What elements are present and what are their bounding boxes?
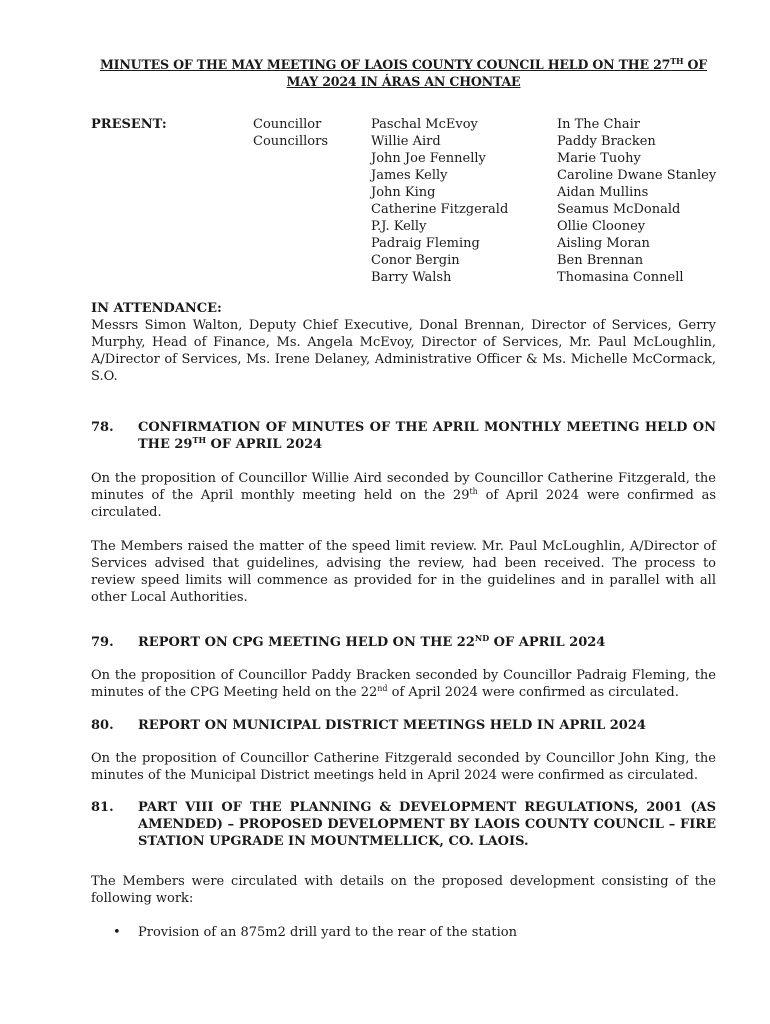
item-81-heading (91, 799, 716, 850)
councillor-name: Barry Walsh (371, 270, 452, 285)
item-number: 79. (91, 635, 114, 650)
councillor-name: Conor Bergin (371, 253, 460, 268)
title-line-2: MAY 2024 IN ÁRAS AN CHONTAE (286, 74, 521, 89)
item-title: REPORT ON CPG MEETING HELD ON THE 22ND OF APRIL 2024 (138, 633, 606, 650)
item-79-heading (91, 634, 716, 651)
councillor-name: John King (371, 185, 436, 200)
councillor-name: Padraig Fleming (371, 236, 480, 251)
councillor-name: Ben Brennan (557, 253, 644, 268)
councillor-name: James Kelly (371, 168, 448, 183)
councillor-name: Marie Tuohy (557, 151, 641, 166)
item-78-paragraph-2: The Members raised the matter of the speed limit review. Mr. Paul McLoughlin, A/Director of Services advised that guidelines, advising the review, had been received. The process to review speed limits will commence as provided for in the guidelines and in parallel with all other Local Authorities. (91, 539, 716, 605)
item-number: 80. (91, 718, 114, 733)
councillor-name: Seamus McDonald (557, 202, 681, 217)
councillor-name: Thomasina Connell (557, 270, 684, 285)
attendance-heading: IN ATTENDANCE: (91, 301, 222, 316)
councillor-name: Caroline Dwane Stanley (557, 168, 717, 183)
item-81-bullet-list (91, 924, 716, 941)
councillor-name: In The Chair (557, 117, 640, 132)
councillor-name: P.J. Kelly (371, 219, 427, 234)
present-roles (253, 116, 328, 150)
councillor-name: Aisling Moran (557, 236, 650, 251)
item-number: 78. (91, 420, 114, 435)
councillor-name: John Joe Fennelly (371, 151, 486, 166)
item-79-paragraph: On the proposition of Councillor Paddy Bracken seconded by Councillor Padraig Fleming, the minutes of the CPG Meeting held on the 22nd of April 2024 were confirmed as circulated. (91, 668, 716, 700)
councillor-name: Aidan Mullins (557, 185, 649, 200)
role-label: Councillors (253, 134, 328, 149)
present-names-column-1 (371, 116, 508, 286)
present-section (91, 116, 716, 286)
item-78-heading (91, 419, 716, 453)
role-label: Councillor (253, 117, 322, 132)
document-title (91, 56, 716, 90)
item-title: REPORT ON MUNICIPAL DISTRICT MEETINGS HELD IN APRIL 2024 (138, 718, 646, 733)
title-line-1: MINUTES OF THE MAY MEETING OF LAOIS COUNTY COUNCIL HELD ON THE 27TH OF (99, 56, 708, 72)
item-title: PART VIII OF THE PLANNING & DEVELOPMENT REGULATIONS, 2001 (AS AMENDED) – PROPOSED DEVELOPMENT BY LAOIS COUNTY COUNCIL – FIRE STATION UPGRADE IN MOUNTMELLICK, CO. LAOIS. (138, 800, 716, 849)
item-80-heading (91, 717, 716, 734)
item-80-paragraph: On the proposition of Councillor Catherine Fitzgerald seconded by Councillor John King, the minutes of the Municipal District meetings held in April 2024 were confirmed as circulated. (91, 751, 716, 783)
list-item: • Provision of an 875m2 drill yard to the rear of the station (91, 924, 716, 941)
item-title: CONFIRMATION OF MINUTES OF THE APRIL MONTHLY MEETING HELD ON THE 29TH OF APRIL 2024 (138, 420, 716, 452)
item-78-paragraph-1: On the proposition of Councillor Willie Aird seconded by Councillor Catherine Fitzgerald, the minutes of the April monthly meeting held on the 29th of April 2024 were confirmed as circulated. (91, 471, 716, 520)
councillor-name: Catherine Fitzgerald (371, 202, 509, 217)
councillor-name: Paschal McEvoy (371, 117, 478, 132)
present-label: PRESENT: (91, 117, 167, 132)
attendance-text: Messrs Simon Walton, Deputy Chief Executive, Donal Brennan, Director of Services, Gerry Murphy, Head of Finance, Ms. Angela McEvoy, Director of Services, Mr. Paul McLoughlin, A/Director of Services, Ms. Irene Delaney, Administrative Officer & Ms. Michelle McCormack, S.O. (91, 318, 716, 384)
document-page (91, 56, 716, 941)
item-81-paragraph: The Members were circulated with details on the proposed development consisting of the following work: (91, 874, 716, 906)
councillor-name: Willie Aird (371, 134, 441, 149)
item-number: 81. (91, 800, 114, 815)
councillor-name: Ollie Clooney (557, 219, 646, 234)
councillor-name: Paddy Bracken (557, 134, 656, 149)
present-names-column-2 (557, 116, 716, 286)
